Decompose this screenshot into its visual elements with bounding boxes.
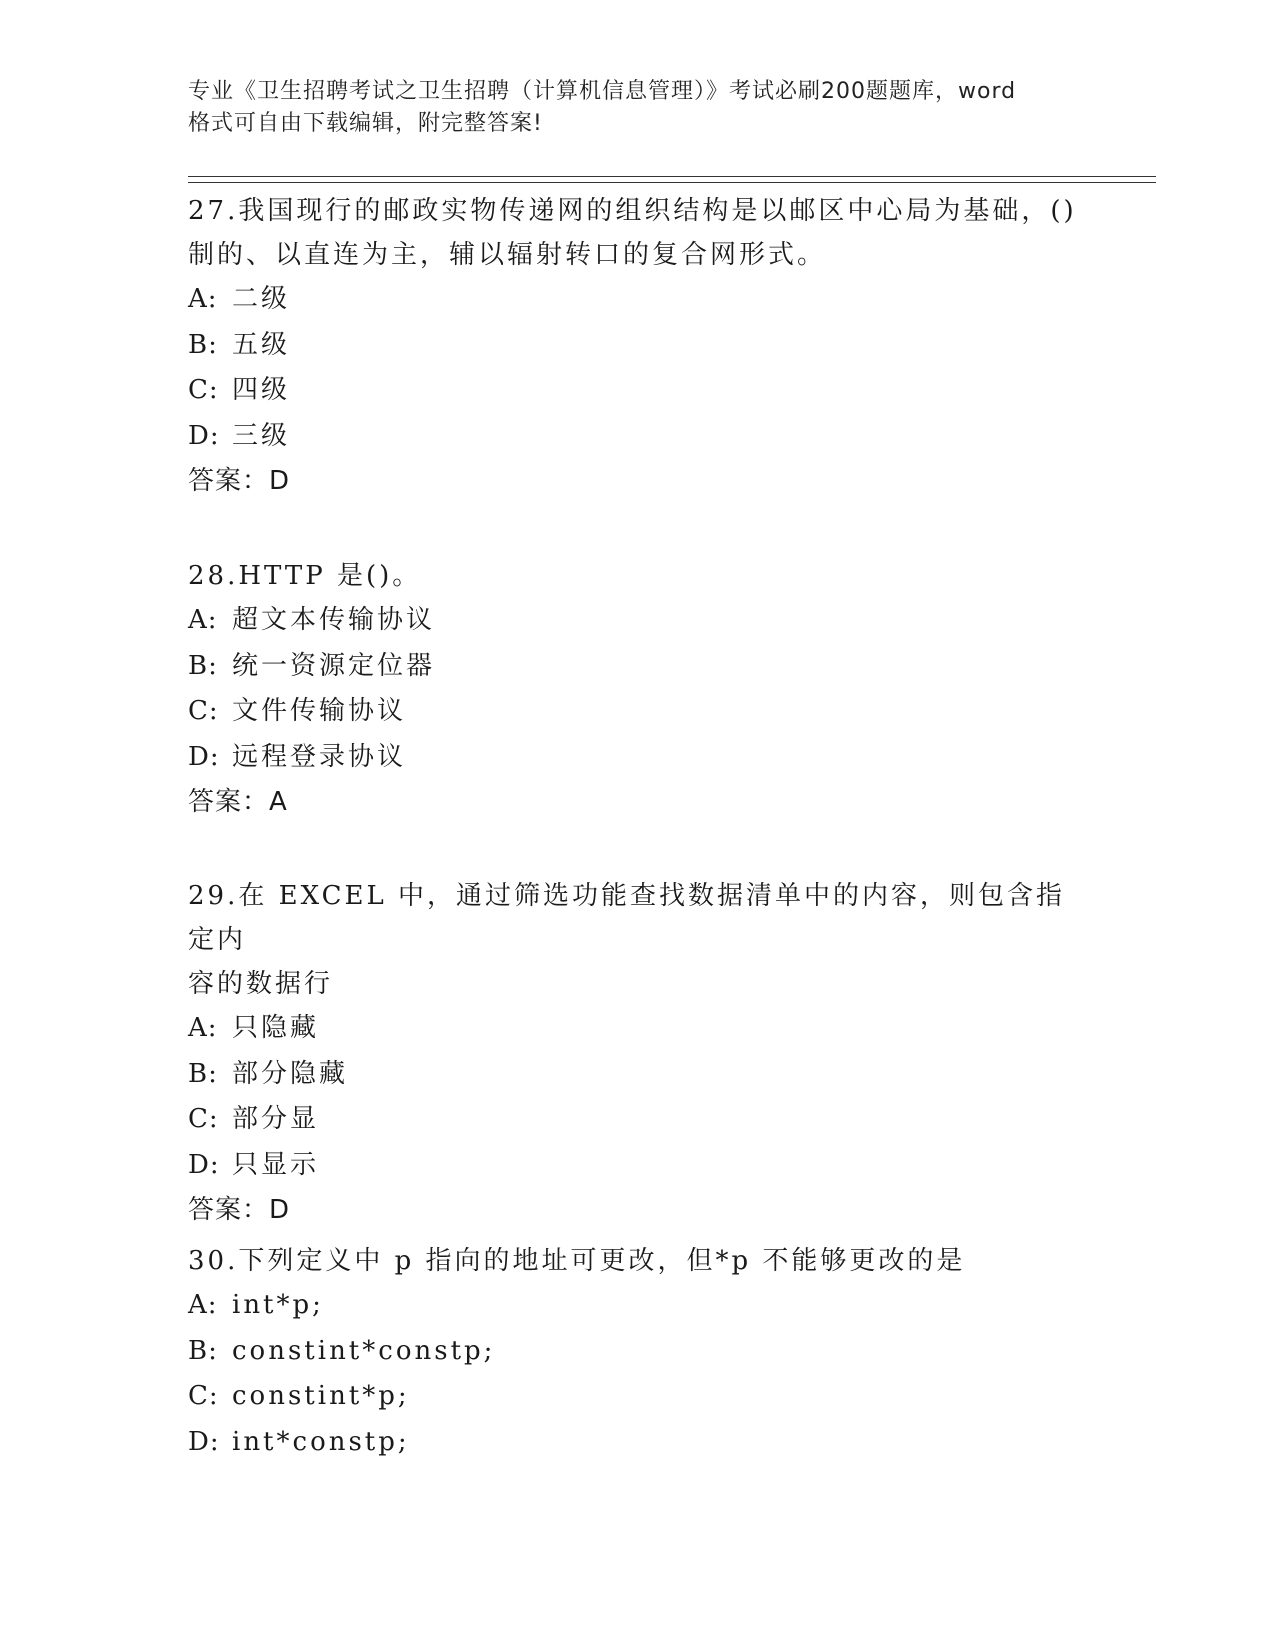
- option-c: [188, 1374, 1088, 1420]
- option-text: 只隐藏: [232, 1013, 320, 1043]
- option-d: [188, 1143, 1088, 1189]
- option-c: [188, 368, 1088, 414]
- option-letter: D:: [188, 420, 220, 451]
- answer-line: 答案：A: [188, 787, 288, 817]
- header-line-1: 专业《卫生招聘考试之卫生招聘（计算机信息管理）》考试必刷200题题库，word: [188, 79, 1017, 104]
- option-letter: C:: [188, 375, 219, 405]
- question-stem-line-1: 29.在 EXCEL 中，通过筛选功能查找数据清单中的内容，则包含指定内: [188, 881, 1066, 955]
- option-d: [188, 1420, 1088, 1466]
- option-text: 统一资源定位器: [232, 650, 436, 681]
- option-letter: B:: [188, 329, 218, 360]
- option-c: [188, 689, 1088, 735]
- option-letter: A:: [188, 605, 218, 635]
- option-a: [188, 598, 1088, 644]
- option-d: [188, 414, 1088, 460]
- option-letter: B:: [188, 1058, 218, 1089]
- option-c: [188, 1097, 1088, 1143]
- option-letter: D:: [188, 1426, 220, 1457]
- option-letter: D:: [188, 741, 220, 772]
- answer-line: 答案：D: [188, 466, 291, 496]
- question-30: [188, 1239, 1088, 1465]
- option-text: int*constp;: [232, 1426, 410, 1457]
- option-a: [188, 1006, 1088, 1052]
- option-letter: A:: [188, 1290, 218, 1320]
- option-text: 三级: [232, 420, 291, 451]
- option-letter: C:: [188, 1104, 219, 1134]
- option-letter: B:: [188, 1335, 218, 1366]
- header-divider-top: [188, 176, 1156, 177]
- option-text: int*p;: [232, 1290, 324, 1320]
- option-text: 超文本传输协议: [232, 605, 436, 635]
- option-letter: B:: [188, 650, 218, 681]
- option-text: constint*constp;: [232, 1335, 496, 1366]
- option-letter: D:: [188, 1149, 220, 1180]
- option-b: [188, 323, 1088, 369]
- option-a: [188, 277, 1088, 323]
- option-b: [188, 1329, 1088, 1375]
- option-letter: A:: [188, 1013, 218, 1043]
- question-28: [188, 554, 1088, 824]
- question-27: [188, 189, 1088, 503]
- option-text: 文件传输协议: [232, 696, 407, 726]
- question-29: [188, 874, 1088, 1232]
- option-text: 五级: [232, 329, 291, 360]
- option-text: 只显示: [232, 1149, 320, 1180]
- option-text: 四级: [232, 375, 291, 405]
- option-text: 部分显: [232, 1104, 320, 1134]
- option-letter: C:: [188, 1381, 219, 1411]
- option-letter: A:: [188, 284, 218, 314]
- header-line-2: 格式可自由下载编辑，附完整答案!: [188, 111, 543, 136]
- option-d: [188, 735, 1088, 781]
- option-text: constint*p;: [232, 1381, 410, 1411]
- document-header: [188, 76, 1088, 140]
- question-stem-line-1: 30.下列定义中 p 指向的地址可更改，但*p 不能够更改的是: [188, 1246, 966, 1276]
- answer-line: 答案：D: [188, 1195, 291, 1225]
- question-stem-line-1: 28.HTTP 是()。: [188, 561, 422, 591]
- question-stem-line-2: 容的数据行: [188, 969, 334, 999]
- header-divider-bottom: [188, 182, 1156, 183]
- option-letter: C:: [188, 696, 219, 726]
- option-b: [188, 1052, 1088, 1098]
- question-stem-line-2: 制的、以直连为主，辅以辐射转口的复合网形式。: [188, 240, 827, 270]
- question-stem-line-1: 27.我国现行的邮政实物传递网的组织结构是以邮区中心局为基础，(): [188, 196, 1077, 226]
- option-a: [188, 1283, 1088, 1329]
- option-text: 远程登录协议: [232, 741, 407, 772]
- option-b: [188, 644, 1088, 690]
- option-text: 二级: [232, 284, 291, 314]
- option-text: 部分隐藏: [232, 1058, 349, 1089]
